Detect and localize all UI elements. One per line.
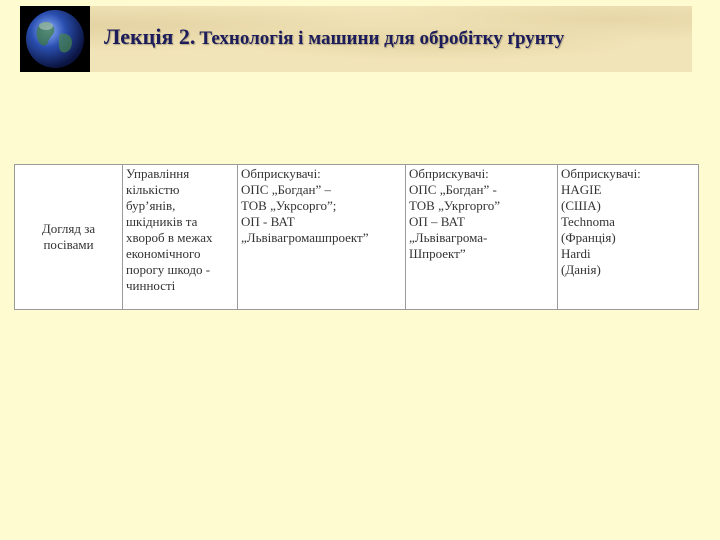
globe-logo — [20, 6, 90, 72]
machines-cell-3: Обприскувачі: HAGIE (США) Technoma (Франція) Hardi (Данія) — [558, 165, 699, 310]
table-row — [15, 165, 699, 310]
lecture-topic: Технологія і машини для обробітку ґрунту — [199, 28, 565, 49]
stage-cell: Догляд за посівами — [15, 165, 123, 310]
globe-icon — [20, 6, 90, 72]
slide-title — [104, 24, 564, 50]
lecture-number: Лекція 2. — [104, 24, 196, 49]
task-cell: Управління кількістю бур’янів, шкідників та хвороб в межах економічного порогу шкодо - чинності — [123, 165, 238, 310]
machinery-table — [14, 164, 699, 310]
machines-cell-2: Обприскувачі: ОПС „Богдан” - ТОВ „Укргорго” ОП – ВАТ „Львівагрома- Шпроект” — [406, 165, 558, 310]
machines-cell-1: Обприскувачі: ОПС „Богдан” – ТОВ „Укрсорго”; ОП - ВАТ „Львівагромашпроект” — [238, 165, 406, 310]
